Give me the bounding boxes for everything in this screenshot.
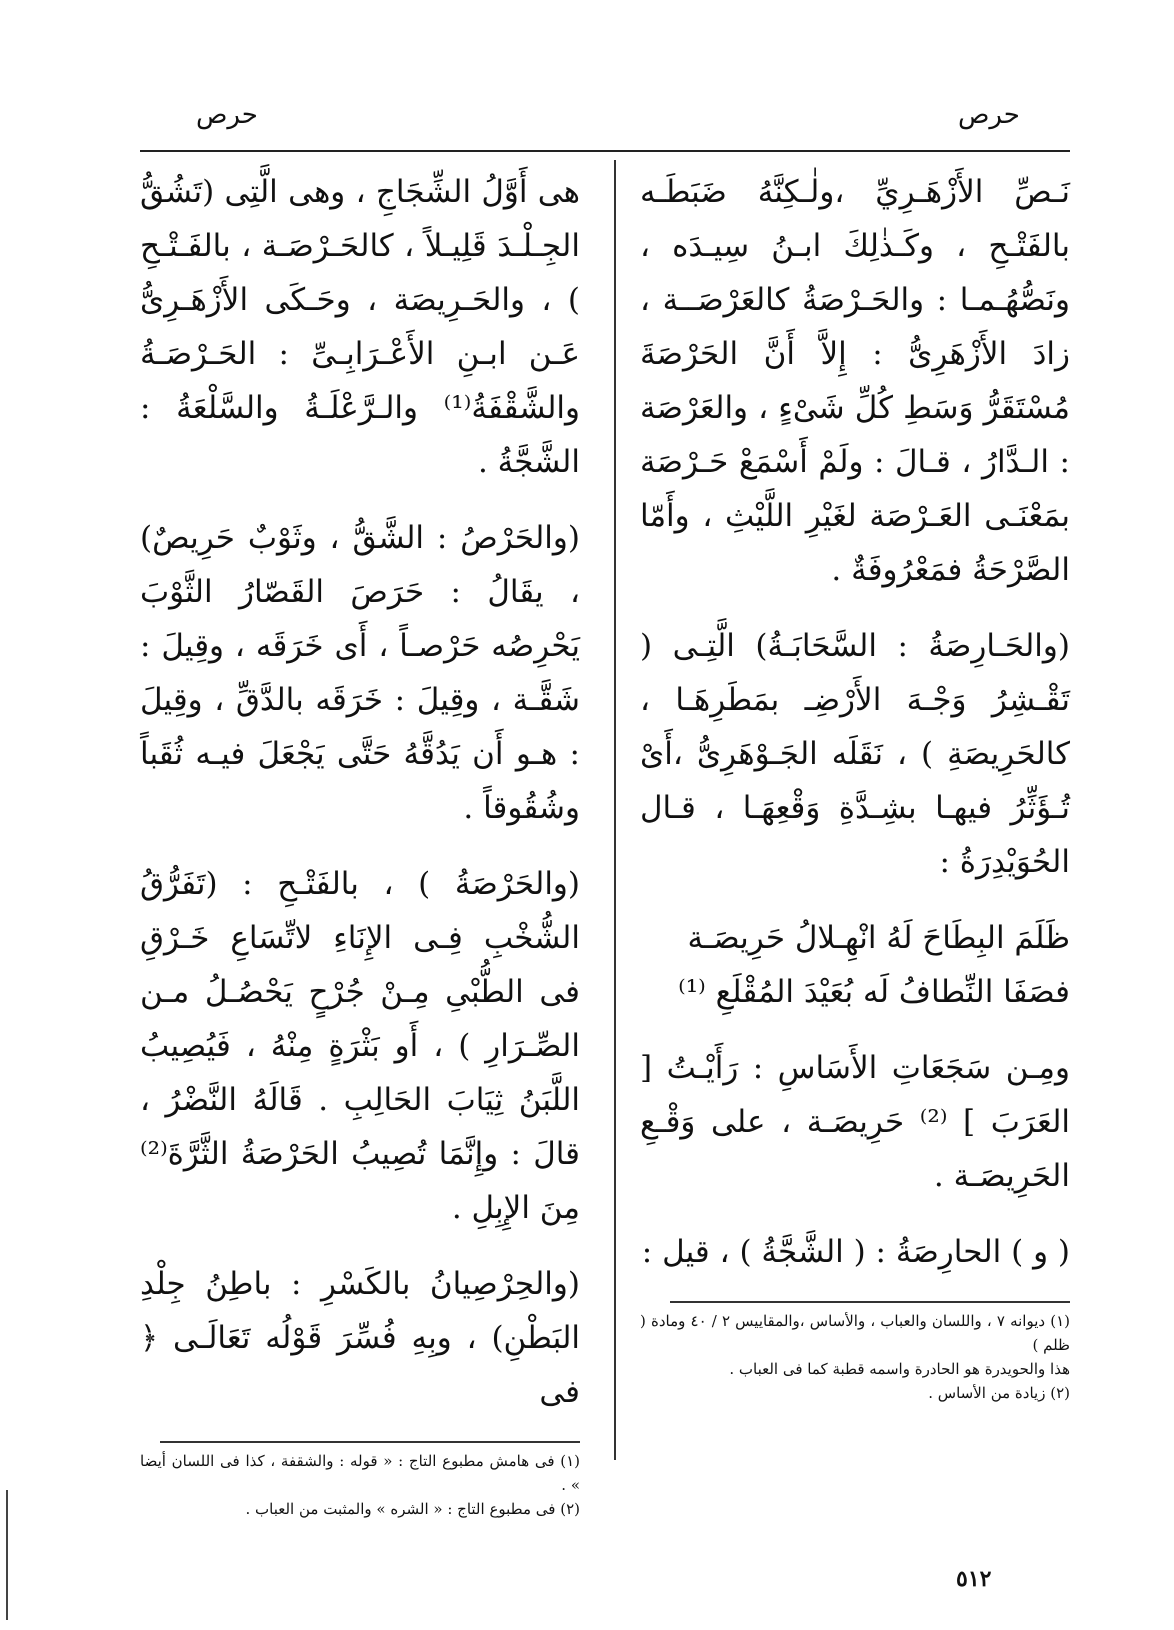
right-footnote-1-note: هذا والحويدرة هو الحادرة واسمه قطبة كما فى العباب . (729, 1360, 1070, 1378)
poem-verse-1: ظَلَمَ البِطَاحَ لَهُ انْهِـلالُ حَرِيصَـة (687, 920, 1070, 956)
poem-verse-2: فصَفَا النِّطافُ لَه بُعَيْدَ المُقْلَعِ ⁽¹⁾ (678, 974, 1070, 1010)
right-footnote-rule (670, 1301, 1070, 1303)
header-rule (140, 150, 1070, 152)
right-footnote-1: (١) ديوانه ٧ ، واللسان والعباب ، والأساس ،والمقاييس ٢ / ٤٠ ومادة ( ظلم ) (640, 1312, 1070, 1354)
header-root-word-right: حرص (958, 100, 1020, 130)
right-footnote-2: (٢) زيادة من الأساس . (928, 1384, 1070, 1402)
left-paragraph-2: (والحَرْصُ : الشَّقُّ ، وثَوْبٌ حَرِيصٌ) ، يقَالُ : حَرَصَ القَصّارُ الثَّوْبَ يَحْرِصُه حَرْصـاً ، أَى خَرَقَه ، وقِيلَ : شَقَّـة ، وقِيلَ : خَرَقَه بالدَّقِّ ، وقِيلَ : هـو أَن يَدُقَّهُ حَتَّى يَجْعَلَ فيـه ثُقَباً وشُقُوقاً . (140, 520, 580, 826)
left-paragraph-4: (والحِرْصِيانُ بالكَسْرِ : باطِنُ جِلْدِ البَطْنِ) ، وبِهِ فُسِّرَ قَوْلُه تَعَالَـى ﴿ فى (140, 1266, 580, 1410)
left-column (140, 165, 580, 1521)
header-root-word-left: حرص (196, 100, 258, 130)
column-divider (614, 160, 616, 1460)
right-column (640, 165, 1070, 1405)
scan-margin-line (6, 1490, 8, 1620)
right-paragraph-4: ( و ) الحارِصَةُ : ( الشَّجَّةُ ) ، قيل : (641, 1234, 1070, 1270)
right-paragraph-3: ومِـن سَجَعَاتِ الأَسَاسِ : رَأَيْـتُ [ العَرَبَ ] ⁽²⁾ حَرِيصَـة ، على وَقْـعِ الحَرِيصَـة . (640, 1050, 1070, 1194)
left-footnote-rule (160, 1441, 580, 1443)
right-paragraph-1: نَـصِّ الأَزْهَـرِيِّ ،ولٰـكِنَّهُ ضَبَطَـه بالفَتْـحِ ، وكَـذٰلِكَ ابـنُ سِيـدَه ، ونَصُّهُـمـا : والحَـرْصَةُ كالعَرْصَــة ، زادَ الأَزْهَرِىُّ : إِلاَّ أَنَّ الحَرْصَةَ مُسْتَقَرُّ وَسَطِ كُلِّ شَىْءٍ ، والعَرْصَة : الـدَّارُ ، قـالَ : ولَمْ أَسْمَعْ حَـرْصَة بمَعْنَـى العَـرْصَة لغَيْرِ اللَّيْثِ ، وأَمّا الصَّرْحَةُ فمَعْرُوفَةٌ . (640, 174, 1070, 588)
left-footnote-2: (٢) فى مطبوع التاج : « الشره » والمثبت من العباب . (245, 1500, 580, 1518)
right-paragraph-2: (والحَـارِصَةُ : السَّحَابَـةُ) الَّتِـى ( تَقْـشِرُ وَجْـهَ الأَرْضِـ بمَطَرِهَـا ، كالحَرِيصَةِ ) ، نَقَلَه الجَـوْهَرِىُّ ،أَىْ تُـؤَثِّرُ فيهـا بشِـدَّةِ وَقْعِهَـا ، قـال الحُوَيْدِرَةُ : (640, 628, 1070, 880)
left-paragraph-3: (والحَرْصَةُ ) ، بالفَتْـحِ : (تَفَرُّقُ الشُّخْبِ فِـى الإِنَاءِ لاتِّسَاعِ خَـرْقِ فى الطُّبْىِ مِـنْ جُرْحٍ يَحْصُـلُ مـن الصِّـرَارِ ) ، أَو بَثْرَةٍ مِنْهُ ، فَيُصِيبُ اللَّبَنُ ثِيَابَ الحَالِبِ . قَالَهُ النَّضْرُ ، قالَ : وإِنَّمَا تُصِيبُ الحَرْصَةُ الثَّرَّةَ⁽²⁾ مِنَ الإِبِلِ . (140, 866, 580, 1226)
page-number: ٥١٢ (956, 1566, 992, 1592)
left-footnote-1: (١) فى هامش مطبوع التاج : « قوله : والشقفة ، كذا فى اللسان أيضا » . (140, 1452, 580, 1494)
left-paragraph-1: هى أَوَّلُ الشِّجَاجِ ، وهى الَّتِى (تَشُقُّ الجِـلْـدَ قَلِيـلاً ، كالحَـرْصَـة ، بالفَـتْـحِ ) ، والحَـرِيصَة ، وحَـكَى الأَزْهَـرِىُّ عَـن ابـنِ الأَعْـرَابِـىِّ : الحَـرْصَـةُ والشَّقْفَةُ⁽¹⁾ والـرَّعْلَـةُ والسَّلْعَةُ : الشَّجَّةُ . (140, 174, 580, 480)
